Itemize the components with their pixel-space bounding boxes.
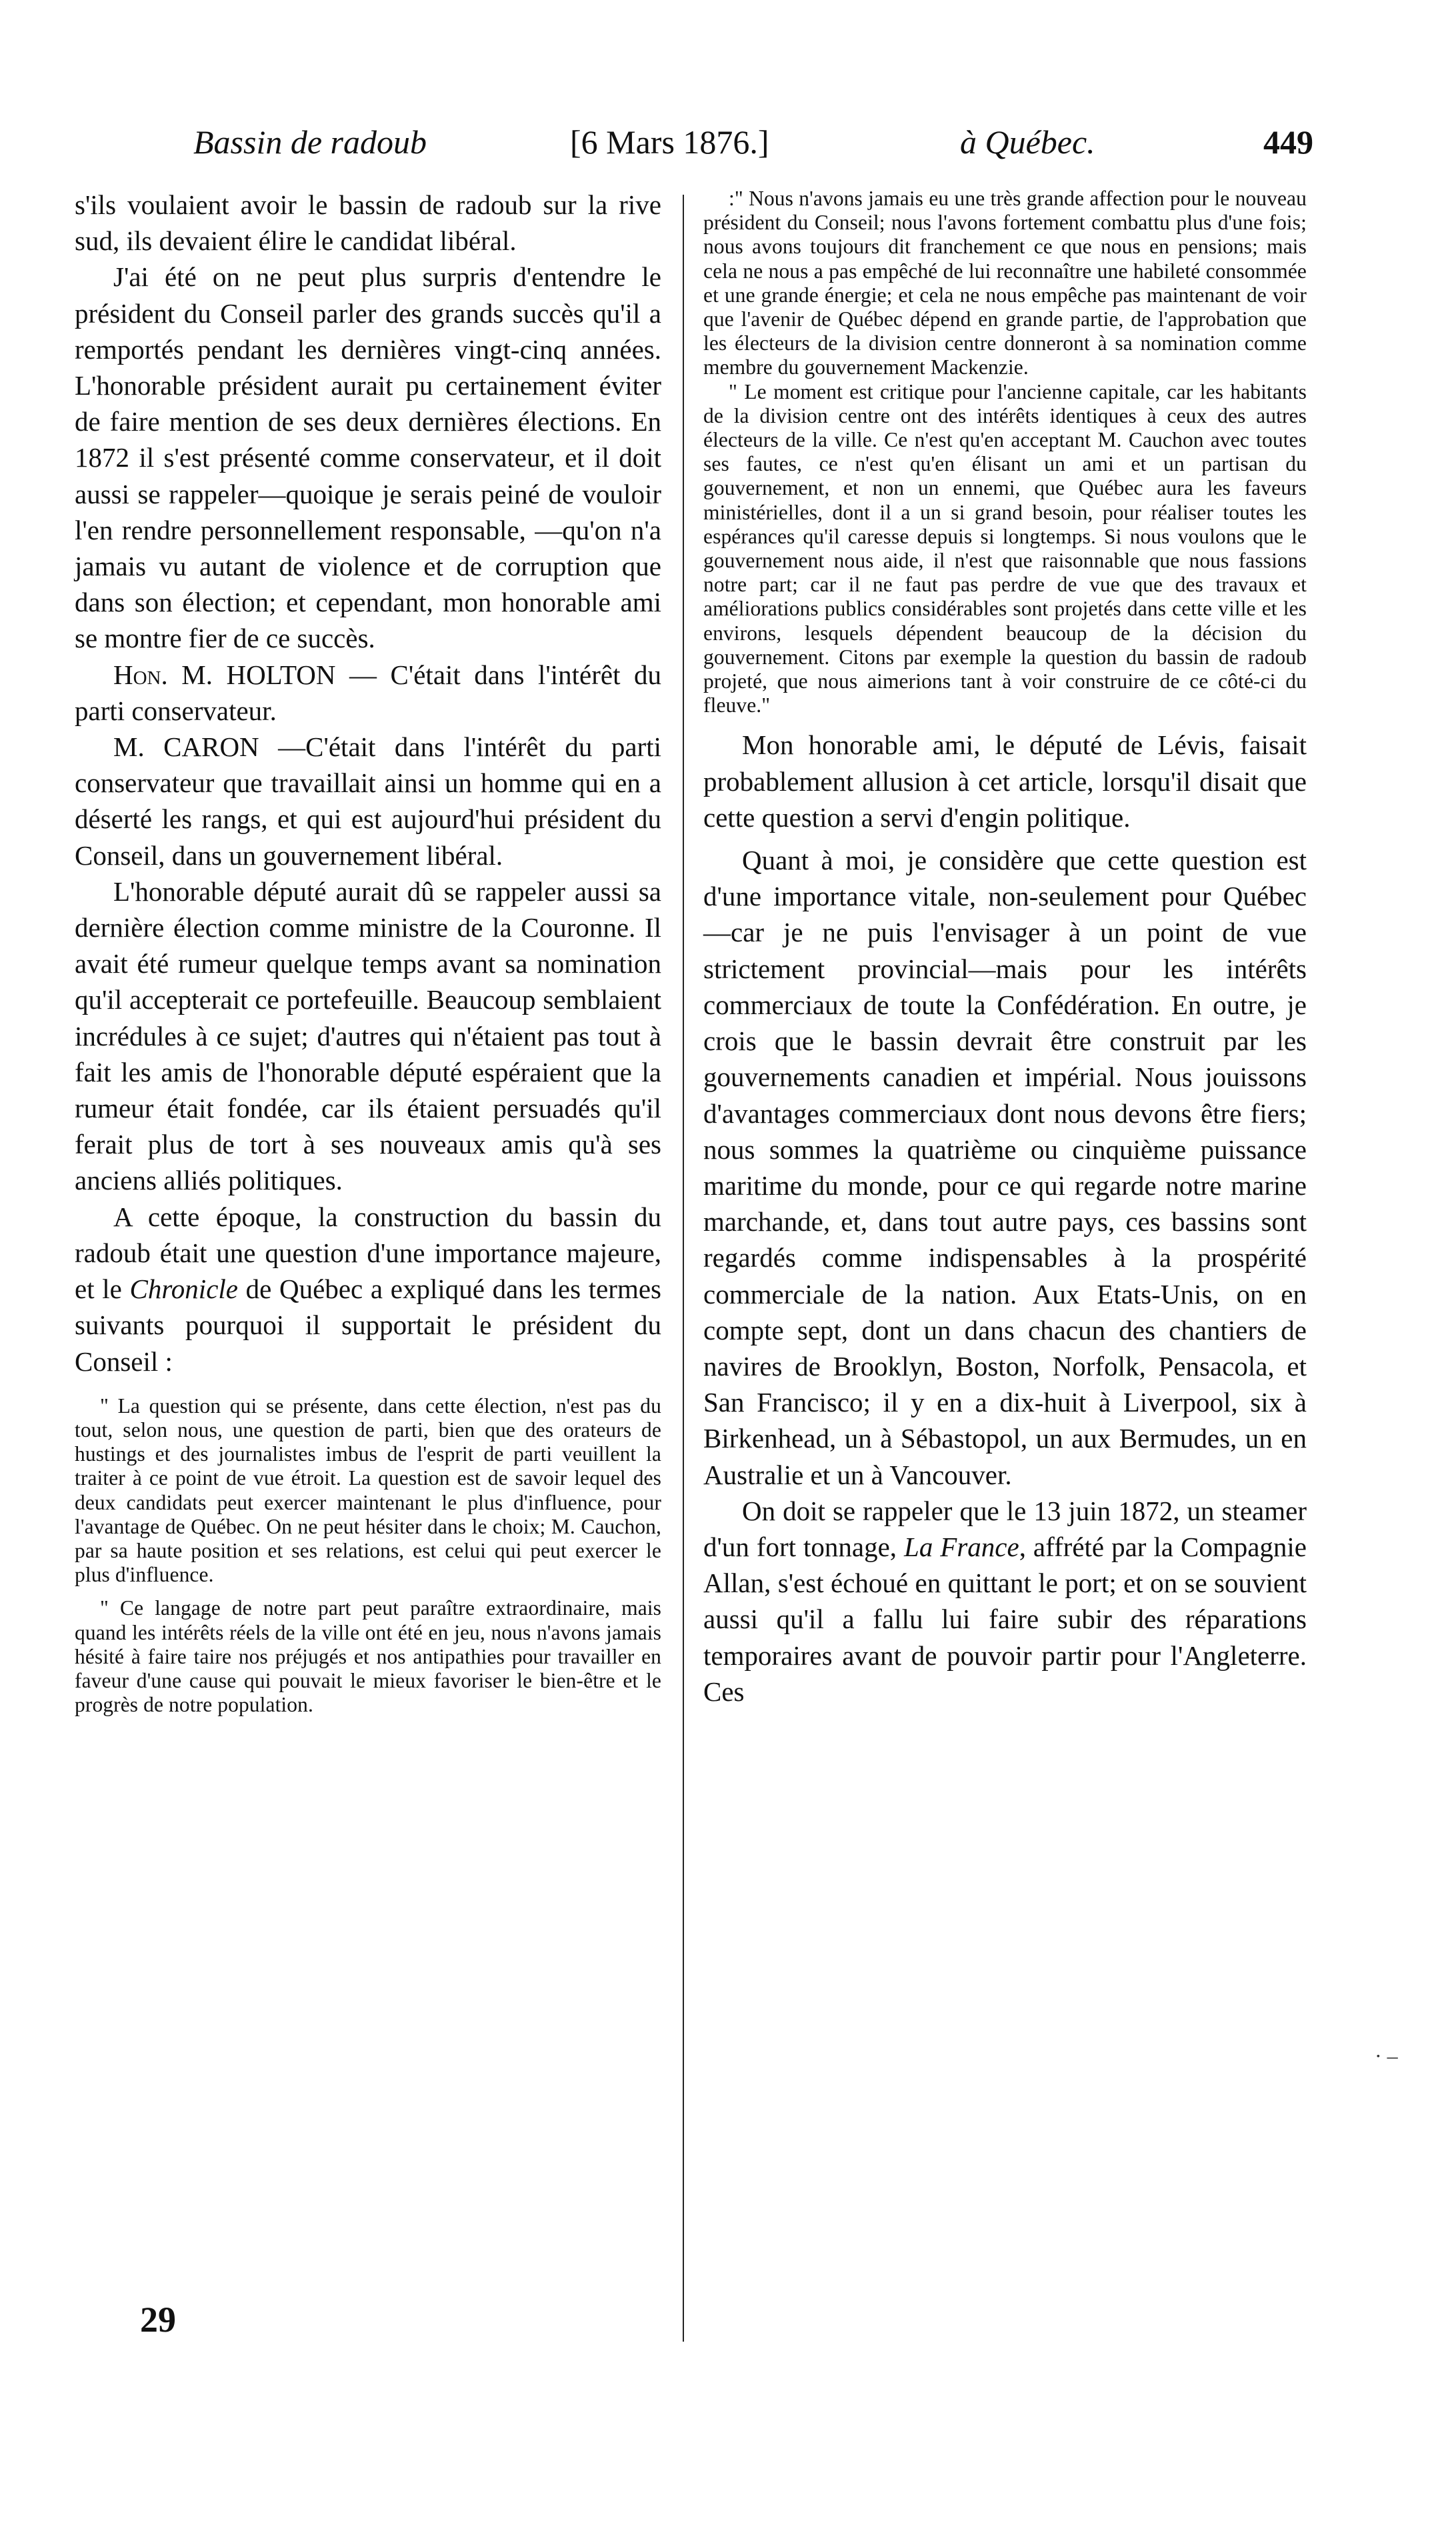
- speech-text: — C'était dans l'intérêt du parti conservateur.: [75, 659, 661, 726]
- paragraph: [75, 657, 661, 729]
- text-run: , affrété par la Compagnie Allan, s'est échoué en quittant le port; et on se souvient aussi qu'il a fallu lui faire subir des réparations temporaires avant de pouvoir partir pour l'Angleterre. Ces: [703, 1531, 1307, 1707]
- left-column: [75, 187, 661, 1717]
- text-run: On doit se rappeler que le 13 juin 1872, un steamer d'un fort tonnage,: [703, 1495, 1307, 1562]
- quotation: :" Nous n'avons jamais eu une très grande affection pour le nouveau président du Conseil; nous l'avons fortement combattu plus d'une fois; nous avons toujours dit franchement ce que nous en pensions; mais cela ne nous a pas empêché de lui reconnaître une habileté consommée et une grande énergie; et cela ne nous empêche pas maintenant de voir que l'avenir de Québec dépend en grande partie, de l'approbation que les électeurs de la division centre donneront à sa nomination comme membre du gouvernement Mackenzie.: [703, 187, 1307, 379]
- paragraph: Quant à moi, je considère que cette question est d'une importance vitale, non-seulement pour Québec—car je ne puis l'envisager à un point de vue strictement provincial—mais pour les intérêts commerciaux de toute la Confédération. En outre, je crois que le bassin devrait être construit par les gouvernements canadien et impérial. Nous jouissons d'avantages commerciaux dont nous devons être fiers; nous sommes la quatrième ou cinquième puissance maritime du monde, pour ce qui regarde notre marine marchande, et, dans tout autre pays, ces bassins sont regardés comme indispensables à la prospérité commerciale de la nation. Aux Etats-Unis, on en compte sept, dont un dans chacun des chantiers de navires de Brooklyn, Boston, Norfolk, Pensacola, et San Francisco; il y en a dix-huit à Liverpool, six à Birkenhead, un à Sébastopol, un aux Bermudes, un en Australie et un à Vancouver.: [703, 845, 1307, 1490]
- paragraph: [703, 1493, 1307, 1710]
- paragraph: L'honorable député aurait dû se rappeler aussi sa dernière élection comme ministre de la Couronne. Il avait été rumeur quelque temps avant sa nomination qu'il accepterait ce portefeuille. Beaucoup semblaient incrédules à ce sujet; d'autres qui n'étaient pas tout à fait les amis de l'honorable député espéraient que la rumeur était fondée, car ils étaient persuadés qu'il ferait plus de tort à ses nouveaux amis qu'à ses anciens alliés politiques.: [75, 875, 661, 1196]
- text-run: de Québec a expliqué dans les termes suivants pourquoi il supportait le président du Conseil :: [75, 1274, 661, 1377]
- newspaper-title: Chronicle: [129, 1274, 238, 1305]
- speaker-name: M. CARON: [113, 731, 259, 763]
- speech-text: —C'était dans l'intérêt du parti conservateur que travaillait ainsi un homme qui en a déserté les rangs, et qui est aujourd'hui président du Conseil, dans un gouvernement libéral.: [75, 731, 661, 871]
- paragraph: [75, 1199, 661, 1380]
- margin-marks: · –: [1375, 2044, 1398, 2068]
- quotation: " La question qui se présente, dans cette élection, n'est pas du tout, selon nous, une question de parti, bien que des orateurs de hustings et des journalistes imbus de l'esprit de parti veuillent la traiter à ce point de vue étroit. La question est de savoir lequel des deux candidats peut exercer maintenant le plus d'influence, pour l'avantage de Québec. On ne peut hésiter dans le choix; M. Cauchon, par sa haute position et ses relations, est celui qui peut exercer le plus d'influence.: [75, 1394, 661, 1587]
- quotation: " Le moment est critique pour l'ancienne capitale, car les habitants de la division centre ont des intérêts identiques à ceux des autres électeurs de la ville. Ce n'est qu'en acceptant M. Cauchon avec toutes ses fautes, ce n'est qu'en élisant un ami et un partisan du gouvernement, et non un ennemi, que Québec aura les faveurs ministérielles, dont il a un si grand besoin, pour réaliser toutes les espérances qu'il caresse depuis si longtemps. Si nous voulons que le gouvernement nous aide, il n'est que raisonnable que nous fassions notre part; car il ne faut pas perdre de vue que des travaux et améliorations publics considérables sont projetés dans cette ville et les environs, lesquels dépendent beaucoup de la décision du gouvernement. Citons par exemple la question du bassin de radoub projeté, que nous aimerions tant à voir construire de ce côté-ci du fleuve.": [703, 379, 1307, 717]
- speaker-name: Hon. M. HOLTON: [113, 659, 336, 690]
- header-place: à Québec.: [960, 123, 1095, 161]
- header-title: Bassin de radoub: [193, 123, 427, 161]
- right-column: [703, 187, 1307, 1710]
- running-header: [193, 112, 1313, 172]
- signature-folio: 29: [140, 2300, 176, 2340]
- text-run: A cette époque, la construction du bassin du radoub était une question d'une importance majeure, et le: [75, 1201, 661, 1305]
- paragraph: [75, 729, 661, 873]
- quotation: " Ce langage de notre part peut paraître extraordinaire, mais quand les intérêts réels de la ville ont été en jeu, nous n'avons jamais hésité à faire taire nos préjugés et nos antipathies pour travailler en faveur d'une cause qui pouvait le mieux favoriser le bien-être et le progrès de notre population.: [75, 1596, 661, 1717]
- ship-name: La France: [904, 1531, 1019, 1562]
- page-number: 449: [1263, 123, 1313, 161]
- paragraph: Mon honorable ami, le député de Lévis, faisait probablement allusion à cet article, lorsqu'il disait que cette question a servi d'engin politique.: [703, 729, 1307, 833]
- paragraph: J'ai été on ne peut plus surpris d'entendre le président du Conseil parler des grands succès qu'il a remportés pendant les dernières vingt-cinq années. L'honorable président aurait pu certainement éviter de faire mention de ses deux dernières élections. En 1872 il s'est présenté comme conservateur, et il doit aussi se rappeler—quoique je serais peiné de vouloir l'en rendre personnellement responsable, —qu'on n'a jamais vu autant de violence et de corruption que dans son élection; et cependant, mon honorable ami se montre fier de ce succès.: [75, 261, 661, 654]
- paragraph: s'ils voulaient avoir le bassin de radoub sur la rive sud, ils devaient élire le candidat libéral.: [75, 189, 661, 257]
- header-date: [6 Mars 1876.]: [570, 123, 769, 161]
- column-divider: [683, 195, 684, 2342]
